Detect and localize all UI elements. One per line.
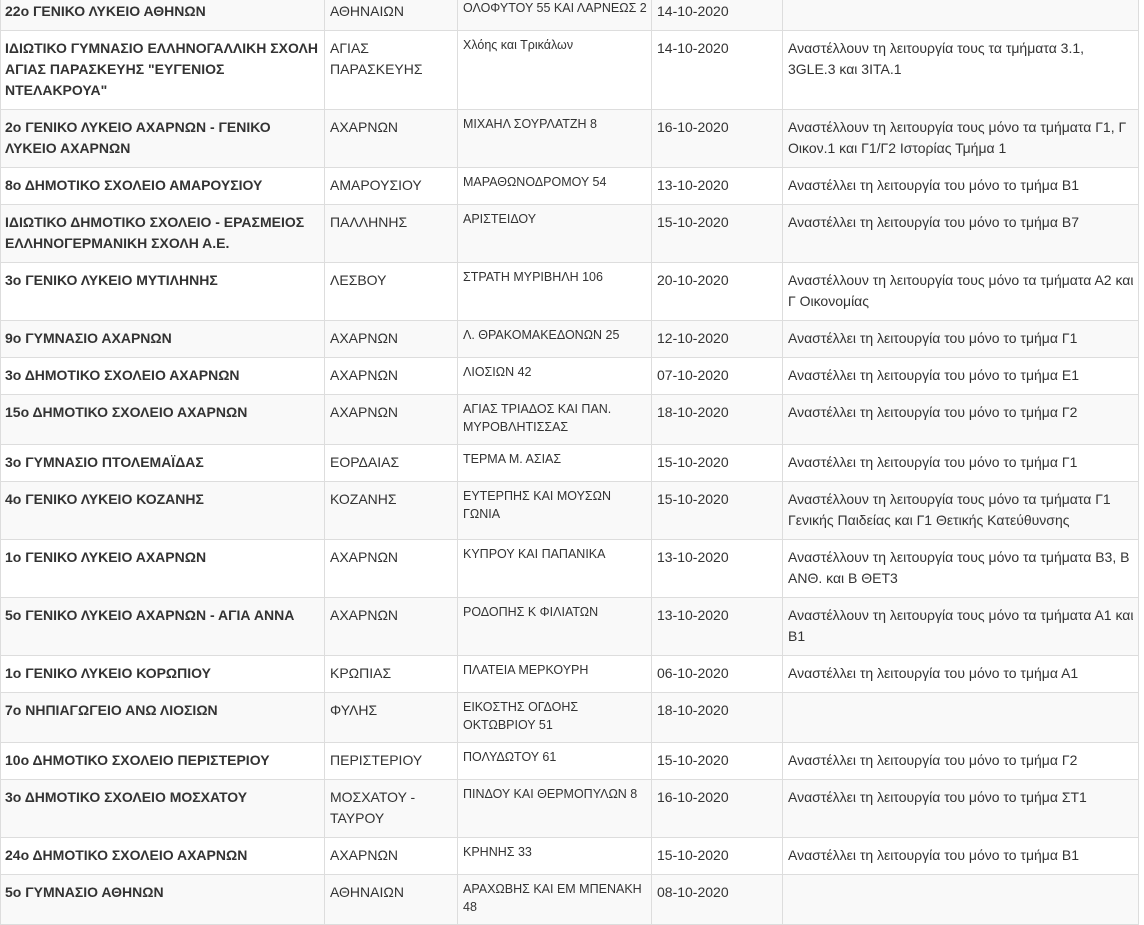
date-cell: 18-10-2020 xyxy=(652,693,783,743)
table-row xyxy=(1,445,1139,482)
municipality-cell: ΑΧΑΡΝΩΝ xyxy=(325,110,458,168)
municipality-cell: ΚΡΩΠΙΑΣ xyxy=(325,656,458,693)
address-cell: ΛΙΟΣΙΩΝ 42 xyxy=(458,358,652,395)
school-name-cell: ΙΔΙΩΤΙΚΟ ΔΗΜΟΤΙΚΟ ΣΧΟΛΕΙΟ - ΕΡΑΣΜΕΙΟΣ ΕΛΛΗΝΟΓΕΡΜΑΝΙΚΗ ΣΧΟΛΗ Α.Ε. xyxy=(1,205,325,263)
address-cell: ΡΟΔΟΠΗΣ Κ ΦΙΛΙΑΤΩΝ xyxy=(458,598,652,656)
address-cell: ΑΡΙΣΤΕΙΔΟΥ xyxy=(458,205,652,263)
municipality-cell: ΦΥΛΗΣ xyxy=(325,693,458,743)
municipality-cell: ΑΧΑΡΝΩΝ xyxy=(325,598,458,656)
note-cell xyxy=(783,693,1139,743)
date-cell: 18-10-2020 xyxy=(652,395,783,445)
school-name-cell: 24ο ΔΗΜΟΤΙΚΟ ΣΧΟΛΕΙΟ ΑΧΑΡΝΩΝ xyxy=(1,838,325,875)
date-cell: 14-10-2020 xyxy=(652,31,783,110)
school-name-cell: 5ο ΓΕΝΙΚΟ ΛΥΚΕΙΟ ΑΧΑΡΝΩΝ - ΑΓΙΑ ΑΝΝΑ xyxy=(1,598,325,656)
date-cell: 15-10-2020 xyxy=(652,743,783,780)
municipality-cell: ΑΘΗΝΑΙΩΝ xyxy=(325,0,458,31)
address-cell: ΚΡΗΝΗΣ 33 xyxy=(458,838,652,875)
table-row xyxy=(1,693,1139,743)
municipality-cell: ΑΜΑΡΟΥΣΙΟΥ xyxy=(325,168,458,205)
municipality-cell: ΕΟΡΔΑΙΑΣ xyxy=(325,445,458,482)
address-cell: ΑΡΑΧΩΒΗΣ ΚΑΙ ΕΜ ΜΠΕΝΑΚΗ 48 xyxy=(458,875,652,925)
table-row xyxy=(1,358,1139,395)
note-cell: Αναστέλλει τη λειτουργία του μόνο το τμήμα Β7 xyxy=(783,205,1139,263)
note-cell: Αναστέλλουν τη λειτουργία τους μόνο τα τμήματα Α1 και Β1 xyxy=(783,598,1139,656)
school-name-cell: 10ο ΔΗΜΟΤΙΚΟ ΣΧΟΛΕΙΟ ΠΕΡΙΣΤΕΡΙΟΥ xyxy=(1,743,325,780)
date-cell: 07-10-2020 xyxy=(652,358,783,395)
address-cell: ΠΟΛΥΔΩΤΟΥ 61 xyxy=(458,743,652,780)
address-cell: ΜΙΧΑΗΛ ΣΟΥΡΛΑΤΖΗ 8 xyxy=(458,110,652,168)
note-cell: Αναστέλλουν τη λειτουργία τους μόνο τα τμήματα Α2 και Γ Οικονομίας xyxy=(783,263,1139,321)
address-cell: ΣΤΡΑΤΗ ΜΥΡΙΒΗΛΗ 106 xyxy=(458,263,652,321)
address-cell: ΠΛΑΤΕΙΑ ΜΕΡΚΟΥΡΗ xyxy=(458,656,652,693)
municipality-cell: ΜΟΣΧΑΤΟΥ - ΤΑΥΡΟΥ xyxy=(325,780,458,838)
table-row xyxy=(1,110,1139,168)
note-cell: Αναστέλλει τη λειτουργία του μόνο το τμήμα Γ1 xyxy=(783,445,1139,482)
date-cell: 15-10-2020 xyxy=(652,482,783,540)
school-name-cell: 15ο ΔΗΜΟΤΙΚΟ ΣΧΟΛΕΙΟ ΑΧΑΡΝΩΝ xyxy=(1,395,325,445)
table-row xyxy=(1,395,1139,445)
municipality-cell: ΑΧΑΡΝΩΝ xyxy=(325,321,458,358)
date-cell: 16-10-2020 xyxy=(652,110,783,168)
date-cell: 13-10-2020 xyxy=(652,598,783,656)
address-cell: ΟΛΟΦΥΤΟΥ 55 ΚΑΙ ΛΑΡΝΕΩΣ 2 xyxy=(458,0,652,31)
school-name-cell: 3ο ΔΗΜΟΤΙΚΟ ΣΧΟΛΕΙΟ ΑΧΑΡΝΩΝ xyxy=(1,358,325,395)
note-cell: Αναστέλλει τη λειτουργία του μόνο το τμήμα Β1 xyxy=(783,838,1139,875)
date-cell: 15-10-2020 xyxy=(652,445,783,482)
date-cell: 16-10-2020 xyxy=(652,780,783,838)
note-cell: Αναστέλλουν τη λειτουργία τους μόνο τα τμήματα Β3, Β ΑΝΘ. και Β ΘΕΤ3 xyxy=(783,540,1139,598)
municipality-cell: ΑΧΑΡΝΩΝ xyxy=(325,358,458,395)
date-cell: 15-10-2020 xyxy=(652,205,783,263)
school-name-cell: 3ο ΔΗΜΟΤΙΚΟ ΣΧΟΛΕΙΟ ΜΟΣΧΑΤΟΥ xyxy=(1,780,325,838)
date-cell: 13-10-2020 xyxy=(652,540,783,598)
school-name-cell: 8ο ΔΗΜΟΤΙΚΟ ΣΧΟΛΕΙΟ ΑΜΑΡΟΥΣΙΟΥ xyxy=(1,168,325,205)
note-cell: Αναστέλλει τη λειτουργία του μόνο το τμήμα Γ1 xyxy=(783,321,1139,358)
note-cell: Αναστέλλουν τη λειτουργία τους μόνο τα τμήματα Γ1 Γενικής Παιδείας και Γ1 Θετικής Κατεύθυνσης xyxy=(783,482,1139,540)
address-cell: ΚΥΠΡΟΥ ΚΑΙ ΠΑΠΑΝΙΚΑ xyxy=(458,540,652,598)
date-cell: 20-10-2020 xyxy=(652,263,783,321)
table-row xyxy=(1,0,1139,31)
school-name-cell: 22ο ΓΕΝΙΚΟ ΛΥΚΕΙΟ ΑΘΗΝΩΝ xyxy=(1,0,325,31)
school-name-cell: 1ο ΓΕΝΙΚΟ ΛΥΚΕΙΟ ΚΟΡΩΠΙΟΥ xyxy=(1,656,325,693)
municipality-cell: ΑΘΗΝΑΙΩΝ xyxy=(325,875,458,925)
school-name-cell: 1ο ΓΕΝΙΚΟ ΛΥΚΕΙΟ ΑΧΑΡΝΩΝ xyxy=(1,540,325,598)
table-row xyxy=(1,598,1139,656)
table-row xyxy=(1,482,1139,540)
date-cell: 08-10-2020 xyxy=(652,875,783,925)
note-cell: Αναστέλλει τη λειτουργία του μόνο το τμήμα Β1 xyxy=(783,168,1139,205)
note-cell xyxy=(783,875,1139,925)
date-cell: 12-10-2020 xyxy=(652,321,783,358)
municipality-cell: ΑΓΙΑΣ ΠΑΡΑΣΚΕΥΗΣ xyxy=(325,31,458,110)
address-cell: ΕΙΚΟΣΤΗΣ ΟΓΔΟΗΣ ΟΚΤΩΒΡΙΟΥ 51 xyxy=(458,693,652,743)
note-cell: Αναστέλλει τη λειτουργία του μόνο το τμήμα Γ2 xyxy=(783,395,1139,445)
note-cell: Αναστέλλει τη λειτουργία του μόνο το τμήμα Α1 xyxy=(783,656,1139,693)
note-cell: Αναστέλλουν τη λειτουργία τους μόνο τα τμήματα Γ1, Γ Οικον.1 και Γ1/Γ2 Ιστορίας Τμήμα 1 xyxy=(783,110,1139,168)
school-name-cell: ΙΔΙΩΤΙΚΟ ΓΥΜΝΑΣΙΟ ΕΛΛΗΝΟΓΑΛΛΙΚΗ ΣΧΟΛΗ ΑΓΙΑΣ ΠΑΡΑΣΚΕΥΗΣ "ΕΥΓΕΝΙΟΣ ΝΤΕΛΑΚΡΟΥΑ" xyxy=(1,31,325,110)
table-row xyxy=(1,321,1139,358)
table-row xyxy=(1,263,1139,321)
address-cell: ΤΕΡΜΑ Μ. ΑΣΙΑΣ xyxy=(458,445,652,482)
note-cell: Αναστέλλει τη λειτουργία του μόνο το τμήμα ΣΤ1 xyxy=(783,780,1139,838)
table-row xyxy=(1,838,1139,875)
municipality-cell: ΠΑΛΛΗΝΗΣ xyxy=(325,205,458,263)
school-name-cell: 2ο ΓΕΝΙΚΟ ΛΥΚΕΙΟ ΑΧΑΡΝΩΝ - ΓΕΝΙΚΟ ΛΥΚΕΙΟ ΑΧΑΡΝΩΝ xyxy=(1,110,325,168)
municipality-cell: ΠΕΡΙΣΤΕΡΙΟΥ xyxy=(325,743,458,780)
municipality-cell: ΛΕΣΒΟΥ xyxy=(325,263,458,321)
municipality-cell: ΑΧΑΡΝΩΝ xyxy=(325,395,458,445)
table-row xyxy=(1,168,1139,205)
table-row xyxy=(1,31,1139,110)
note-cell: Αναστέλλει τη λειτουργία του μόνο το τμήμα Ε1 xyxy=(783,358,1139,395)
address-cell: ΕΥΤΕΡΠΗΣ ΚΑΙ ΜΟΥΣΩΝ ΓΩΝΙΑ xyxy=(458,482,652,540)
date-cell: 14-10-2020 xyxy=(652,0,783,31)
school-name-cell: 9ο ΓΥΜΝΑΣΙΟ ΑΧΑΡΝΩΝ xyxy=(1,321,325,358)
school-name-cell: 5ο ΓΥΜΝΑΣΙΟ ΑΘΗΝΩΝ xyxy=(1,875,325,925)
school-name-cell: 4ο ΓΕΝΙΚΟ ΛΥΚΕΙΟ ΚΟΖΑΝΗΣ xyxy=(1,482,325,540)
date-cell: 06-10-2020 xyxy=(652,656,783,693)
municipality-cell: ΑΧΑΡΝΩΝ xyxy=(325,838,458,875)
note-cell: Αναστέλλουν τη λειτουργία τους τα τμήματα 3.1, 3GLE.3 και 3ITA.1 xyxy=(783,31,1139,110)
table-row xyxy=(1,205,1139,263)
table-row xyxy=(1,540,1139,598)
municipality-cell: ΚΟΖΑΝΗΣ xyxy=(325,482,458,540)
address-cell: ΜΑΡΑΘΩΝΟΔΡΟΜΟΥ 54 xyxy=(458,168,652,205)
date-cell: 15-10-2020 xyxy=(652,838,783,875)
address-cell: Λ. ΘΡΑΚΟΜΑΚΕΔΟΝΩΝ 25 xyxy=(458,321,652,358)
table-row xyxy=(1,780,1139,838)
school-name-cell: 3ο ΓΕΝΙΚΟ ΛΥΚΕΙΟ ΜΥΤΙΛΗΝΗΣ xyxy=(1,263,325,321)
table-row xyxy=(1,875,1139,925)
date-cell: 13-10-2020 xyxy=(652,168,783,205)
address-cell: ΠΙΝΔΟΥ ΚΑΙ ΘΕΡΜΟΠΥΛΩΝ 8 xyxy=(458,780,652,838)
municipality-cell: ΑΧΑΡΝΩΝ xyxy=(325,540,458,598)
address-cell: ΑΓΙΑΣ ΤΡΙΑΔΟΣ ΚΑΙ ΠΑΝ. ΜΥΡΟΒΛΗΤΙΣΣΑΣ xyxy=(458,395,652,445)
table-row xyxy=(1,656,1139,693)
note-cell: Αναστέλλει τη λειτουργία του μόνο το τμήμα Γ2 xyxy=(783,743,1139,780)
address-cell: Χλόης και Τρικάλων xyxy=(458,31,652,110)
school-name-cell: 7ο ΝΗΠΙΑΓΩΓΕΙΟ ΑΝΩ ΛΙΟΣΙΩΝ xyxy=(1,693,325,743)
note-cell xyxy=(783,0,1139,31)
table-body xyxy=(1,0,1139,925)
table-row xyxy=(1,743,1139,780)
school-name-cell: 3ο ΓΥΜΝΑΣΙΟ ΠΤΟΛΕΜΑΪΔΑΣ xyxy=(1,445,325,482)
